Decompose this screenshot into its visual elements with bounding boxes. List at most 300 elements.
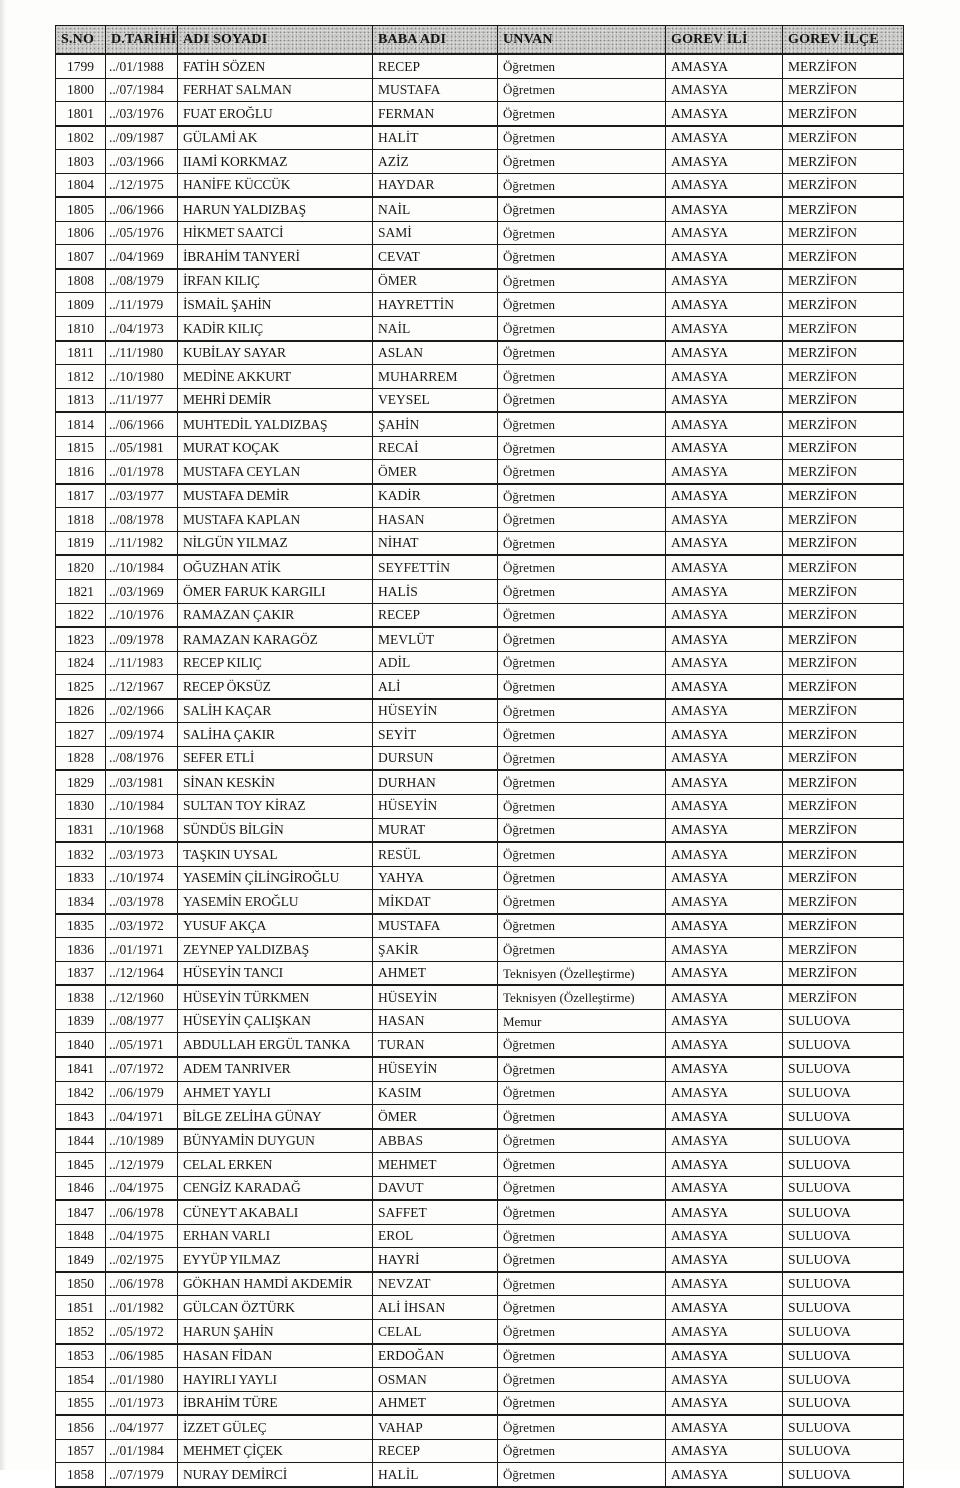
table-row [56, 245, 904, 269]
table-row [56, 269, 904, 293]
cell-adi-soyadi: NURAY DEMİRCİ [178, 1463, 373, 1487]
table-row [56, 1415, 904, 1439]
cell-gorev-ili: AMASYA [666, 1009, 783, 1033]
cell-gorev-ilce: SULUOVA [783, 1248, 904, 1272]
cell-adi-soyadi: MUSTAFA KAPLAN [178, 508, 373, 532]
cell-adi-soyadi: ABDULLAH ERGÜL TANKA [178, 1033, 373, 1057]
column-header-baba-adi: BABA ADI [373, 26, 498, 55]
cell-gorev-ili: AMASYA [666, 675, 783, 699]
cell-dtarihi: ../03/1977 [106, 484, 178, 508]
cell-gorev-ilce: SULUOVA [783, 1176, 904, 1200]
cell-sno: 1824 [56, 651, 106, 675]
cell-gorev-ilce: SULUOVA [783, 1415, 904, 1439]
cell-unvan: Öğretmen [498, 1344, 666, 1368]
cell-dtarihi: ../05/1971 [106, 1033, 178, 1057]
cell-gorev-ilce: MERZİFON [783, 54, 904, 78]
cell-baba-adi: MEHMET [373, 1153, 498, 1177]
cell-gorev-ili: AMASYA [666, 1105, 783, 1129]
table-row [56, 221, 904, 245]
cell-dtarihi: ../03/1966 [106, 150, 178, 174]
cell-adi-soyadi: SİNAN KESKİN [178, 770, 373, 794]
cell-unvan: Öğretmen [498, 484, 666, 508]
cell-baba-adi: RECEP [373, 54, 498, 78]
cell-gorev-ili: AMASYA [666, 1391, 783, 1415]
cell-gorev-ilce: MERZİFON [783, 794, 904, 818]
cell-sno: 1805 [56, 197, 106, 221]
cell-unvan: Öğretmen [498, 1439, 666, 1463]
cell-gorev-ili: AMASYA [666, 221, 783, 245]
cell-sno: 1853 [56, 1344, 106, 1368]
cell-unvan: Öğretmen [498, 221, 666, 245]
cell-sno: 1852 [56, 1319, 106, 1343]
cell-gorev-ilce: MERZİFON [783, 985, 904, 1009]
column-header-unvan: UNVAN [498, 26, 666, 55]
cell-baba-adi: ÖMER [373, 460, 498, 484]
cell-baba-adi: AZİZ [373, 150, 498, 174]
cell-gorev-ili: AMASYA [666, 1368, 783, 1392]
cell-dtarihi: ../04/1977 [106, 1415, 178, 1439]
cell-unvan: Öğretmen [498, 1368, 666, 1392]
cell-gorev-ili: AMASYA [666, 341, 783, 365]
cell-adi-soyadi: HÜSEYİN ÇALIŞKAN [178, 1009, 373, 1033]
cell-dtarihi: ../01/1980 [106, 1368, 178, 1392]
cell-gorev-ilce: MERZİFON [783, 627, 904, 651]
cell-unvan: Öğretmen [498, 699, 666, 723]
cell-adi-soyadi: İBRAHİM TANYERİ [178, 245, 373, 269]
cell-adi-soyadi: KUBİLAY SAYAR [178, 341, 373, 365]
column-header-sno: S.NO [56, 26, 106, 55]
cell-unvan: Öğretmen [498, 1272, 666, 1296]
cell-gorev-ili: AMASYA [666, 388, 783, 412]
cell-adi-soyadi: TAŞKIN UYSAL [178, 842, 373, 866]
cell-unvan: Öğretmen [498, 317, 666, 341]
cell-baba-adi: HAYRİ [373, 1248, 498, 1272]
cell-adi-soyadi: BİLGE ZELİHA GÜNAY [178, 1105, 373, 1129]
cell-unvan: Öğretmen [498, 1033, 666, 1057]
cell-unvan: Öğretmen [498, 293, 666, 317]
cell-unvan: Öğretmen [498, 770, 666, 794]
cell-unvan: Öğretmen [498, 1391, 666, 1415]
cell-baba-adi: MUSTAFA [373, 914, 498, 938]
cell-sno: 1833 [56, 866, 106, 890]
cell-dtarihi: ../10/1989 [106, 1129, 178, 1153]
cell-gorev-ilce: MERZİFON [783, 245, 904, 269]
cell-sno: 1828 [56, 746, 106, 770]
cell-baba-adi: HÜSEYİN [373, 985, 498, 1009]
cell-gorev-ili: AMASYA [666, 866, 783, 890]
cell-gorev-ili: AMASYA [666, 938, 783, 962]
cell-unvan: Öğretmen [498, 341, 666, 365]
cell-dtarihi: ../01/1984 [106, 1439, 178, 1463]
cell-unvan: Öğretmen [498, 1153, 666, 1177]
cell-adi-soyadi: GÜLAMİ AK [178, 126, 373, 150]
table-row [56, 150, 904, 174]
cell-unvan: Öğretmen [498, 531, 666, 555]
cell-dtarihi: ../07/1972 [106, 1057, 178, 1081]
cell-unvan: Öğretmen [498, 723, 666, 747]
cell-gorev-ili: AMASYA [666, 603, 783, 627]
cell-sno: 1830 [56, 794, 106, 818]
table-row [56, 580, 904, 604]
cell-gorev-ili: AMASYA [666, 914, 783, 938]
cell-gorev-ili: AMASYA [666, 818, 783, 842]
cell-gorev-ili: AMASYA [666, 580, 783, 604]
table-row [56, 341, 904, 365]
cell-adi-soyadi: OĞUZHAN ATİK [178, 555, 373, 579]
cell-gorev-ilce: SULUOVA [783, 1009, 904, 1033]
cell-gorev-ilce: MERZİFON [783, 555, 904, 579]
cell-baba-adi: NEVZAT [373, 1272, 498, 1296]
cell-unvan: Memur [498, 1009, 666, 1033]
cell-sno: 1842 [56, 1081, 106, 1105]
cell-unvan: Öğretmen [498, 173, 666, 197]
cell-baba-adi: CEVAT [373, 245, 498, 269]
cell-dtarihi: ../01/1978 [106, 460, 178, 484]
cell-unvan: Öğretmen [498, 555, 666, 579]
cell-unvan: Öğretmen [498, 1129, 666, 1153]
cell-gorev-ilce: MERZİFON [783, 914, 904, 938]
table-row [56, 1224, 904, 1248]
table-row [56, 985, 904, 1009]
cell-adi-soyadi: MUHTEDİL YALDIZBAŞ [178, 412, 373, 436]
cell-adi-soyadi: MURAT KOÇAK [178, 436, 373, 460]
cell-sno: 1857 [56, 1439, 106, 1463]
cell-sno: 1826 [56, 699, 106, 723]
table-row [56, 555, 904, 579]
table-row [56, 675, 904, 699]
column-header-adi-soyadi: ADI SOYADI [178, 26, 373, 55]
cell-gorev-ilce: MERZİFON [783, 460, 904, 484]
cell-sno: 1831 [56, 818, 106, 842]
table-row [56, 1176, 904, 1200]
cell-dtarihi: ../11/1982 [106, 531, 178, 555]
cell-adi-soyadi: MUSTAFA CEYLAN [178, 460, 373, 484]
table-row [56, 197, 904, 221]
cell-gorev-ili: AMASYA [666, 1272, 783, 1296]
cell-baba-adi: SAMİ [373, 221, 498, 245]
cell-baba-adi: HASAN [373, 508, 498, 532]
cell-adi-soyadi: GÖKHAN HAMDİ AKDEMİR [178, 1272, 373, 1296]
cell-unvan: Öğretmen [498, 102, 666, 126]
cell-dtarihi: ../05/1976 [106, 221, 178, 245]
cell-sno: 1801 [56, 102, 106, 126]
cell-gorev-ili: AMASYA [666, 102, 783, 126]
table-row [56, 961, 904, 985]
table-row [56, 1391, 904, 1415]
cell-adi-soyadi: RAMAZAN ÇAKIR [178, 603, 373, 627]
cell-gorev-ilce: SULUOVA [783, 1105, 904, 1129]
cell-baba-adi: AHMET [373, 961, 498, 985]
cell-dtarihi: ../10/1976 [106, 603, 178, 627]
cell-baba-adi: MUHARREM [373, 365, 498, 389]
cell-adi-soyadi: YASEMİN EROĞLU [178, 890, 373, 914]
cell-gorev-ilce: MERZİFON [783, 317, 904, 341]
cell-baba-adi: HALİL [373, 1463, 498, 1487]
cell-gorev-ilce: SULUOVA [783, 1153, 904, 1177]
table-body [56, 54, 904, 1487]
cell-gorev-ilce: MERZİFON [783, 388, 904, 412]
cell-sno: 1804 [56, 173, 106, 197]
cell-baba-adi: MİKDAT [373, 890, 498, 914]
cell-gorev-ilce: MERZİFON [783, 531, 904, 555]
cell-baba-adi: SEYİT [373, 723, 498, 747]
cell-adi-soyadi: RECEP ÖKSÜZ [178, 675, 373, 699]
cell-unvan: Öğretmen [498, 412, 666, 436]
table-row [56, 1439, 904, 1463]
cell-sno: 1846 [56, 1176, 106, 1200]
cell-gorev-ili: AMASYA [666, 54, 783, 78]
cell-gorev-ili: AMASYA [666, 890, 783, 914]
cell-gorev-ili: AMASYA [666, 126, 783, 150]
cell-sno: 1847 [56, 1200, 106, 1224]
cell-unvan: Öğretmen [498, 126, 666, 150]
header-row [56, 26, 904, 55]
table-row [56, 603, 904, 627]
cell-gorev-ilce: MERZİFON [783, 197, 904, 221]
cell-sno: 1818 [56, 508, 106, 532]
cell-adi-soyadi: İZZET GÜLEÇ [178, 1415, 373, 1439]
cell-baba-adi: NAİL [373, 197, 498, 221]
cell-baba-adi: DAVUT [373, 1176, 498, 1200]
table-row [56, 1296, 904, 1320]
cell-sno: 1813 [56, 388, 106, 412]
table-row [56, 794, 904, 818]
cell-gorev-ili: AMASYA [666, 985, 783, 1009]
cell-dtarihi: ../09/1978 [106, 627, 178, 651]
cell-gorev-ili: AMASYA [666, 699, 783, 723]
cell-baba-adi: MEVLÜT [373, 627, 498, 651]
cell-unvan: Öğretmen [498, 842, 666, 866]
cell-adi-soyadi: MEHRİ DEMİR [178, 388, 373, 412]
cell-gorev-ilce: SULUOVA [783, 1344, 904, 1368]
cell-adi-soyadi: EYYÜP YILMAZ [178, 1248, 373, 1272]
cell-gorev-ili: AMASYA [666, 746, 783, 770]
cell-dtarihi: ../09/1987 [106, 126, 178, 150]
cell-dtarihi: ../07/1979 [106, 1463, 178, 1487]
cell-gorev-ilce: MERZİFON [783, 866, 904, 890]
table-row [56, 914, 904, 938]
cell-gorev-ilce: MERZİFON [783, 436, 904, 460]
table-row [56, 842, 904, 866]
cell-unvan: Öğretmen [498, 54, 666, 78]
cell-gorev-ilce: MERZİFON [783, 221, 904, 245]
cell-dtarihi: ../06/1978 [106, 1272, 178, 1296]
cell-unvan: Öğretmen [498, 197, 666, 221]
cell-dtarihi: ../04/1975 [106, 1176, 178, 1200]
cell-adi-soyadi: YASEMİN ÇİLİNGİROĞLU [178, 866, 373, 890]
cell-gorev-ili: AMASYA [666, 508, 783, 532]
cell-gorev-ili: AMASYA [666, 1439, 783, 1463]
table-row [56, 508, 904, 532]
table-row [56, 1368, 904, 1392]
cell-sno: 1827 [56, 723, 106, 747]
cell-sno: 1820 [56, 555, 106, 579]
cell-adi-soyadi: RECEP KILIÇ [178, 651, 373, 675]
cell-gorev-ili: AMASYA [666, 1129, 783, 1153]
cell-sno: 1845 [56, 1153, 106, 1177]
cell-gorev-ili: AMASYA [666, 627, 783, 651]
cell-dtarihi: ../06/1985 [106, 1344, 178, 1368]
cell-sno: 1838 [56, 985, 106, 1009]
table-row [56, 1272, 904, 1296]
cell-gorev-ili: AMASYA [666, 484, 783, 508]
cell-gorev-ili: AMASYA [666, 1081, 783, 1105]
cell-baba-adi: HÜSEYİN [373, 699, 498, 723]
cell-unvan: Öğretmen [498, 603, 666, 627]
cell-adi-soyadi: CENGİZ KARADAĞ [178, 1176, 373, 1200]
cell-dtarihi: ../08/1979 [106, 269, 178, 293]
cell-dtarihi: ../12/1964 [106, 961, 178, 985]
cell-unvan: Öğretmen [498, 1415, 666, 1439]
cell-gorev-ili: AMASYA [666, 1344, 783, 1368]
table-row [56, 365, 904, 389]
cell-dtarihi: ../11/1983 [106, 651, 178, 675]
cell-gorev-ili: AMASYA [666, 794, 783, 818]
cell-baba-adi: HAYRETTİN [373, 293, 498, 317]
cell-gorev-ilce: MERZİFON [783, 770, 904, 794]
cell-dtarihi: ../06/1979 [106, 1081, 178, 1105]
cell-gorev-ili: AMASYA [666, 1200, 783, 1224]
cell-unvan: Öğretmen [498, 1224, 666, 1248]
cell-sno: 1825 [56, 675, 106, 699]
cell-baba-adi: SAFFET [373, 1200, 498, 1224]
cell-dtarihi: ../08/1978 [106, 508, 178, 532]
cell-adi-soyadi: YUSUF AKÇA [178, 914, 373, 938]
cell-gorev-ilce: MERZİFON [783, 484, 904, 508]
table-row [56, 54, 904, 78]
cell-gorev-ili: AMASYA [666, 961, 783, 985]
cell-gorev-ilce: MERZİFON [783, 746, 904, 770]
cell-gorev-ili: AMASYA [666, 293, 783, 317]
cell-adi-soyadi: IIAMİ KORKMAZ [178, 150, 373, 174]
cell-gorev-ilce: SULUOVA [783, 1057, 904, 1081]
cell-gorev-ili: AMASYA [666, 460, 783, 484]
cell-adi-soyadi: ERHAN VARLI [178, 1224, 373, 1248]
cell-gorev-ili: AMASYA [666, 197, 783, 221]
cell-adi-soyadi: FUAT EROĞLU [178, 102, 373, 126]
cell-gorev-ilce: MERZİFON [783, 890, 904, 914]
cell-sno: 1815 [56, 436, 106, 460]
cell-dtarihi: ../06/1966 [106, 412, 178, 436]
cell-adi-soyadi: İSMAİL ŞAHİN [178, 293, 373, 317]
cell-baba-adi: AHMET [373, 1391, 498, 1415]
cell-adi-soyadi: SULTAN TOY KİRAZ [178, 794, 373, 818]
cell-sno: 1858 [56, 1463, 106, 1487]
cell-dtarihi: ../03/1972 [106, 914, 178, 938]
cell-baba-adi: HALİT [373, 126, 498, 150]
cell-adi-soyadi: ÖMER FARUK KARGILI [178, 580, 373, 604]
cell-sno: 1855 [56, 1391, 106, 1415]
cell-dtarihi: ../08/1977 [106, 1009, 178, 1033]
cell-gorev-ili: AMASYA [666, 269, 783, 293]
table-row [56, 746, 904, 770]
cell-baba-adi: DURHAN [373, 770, 498, 794]
cell-gorev-ili: AMASYA [666, 555, 783, 579]
cell-baba-adi: MURAT [373, 818, 498, 842]
cell-unvan: Öğretmen [498, 1248, 666, 1272]
cell-dtarihi: ../09/1974 [106, 723, 178, 747]
cell-gorev-ilce: SULUOVA [783, 1296, 904, 1320]
cell-unvan: Öğretmen [498, 914, 666, 938]
cell-dtarihi: ../11/1977 [106, 388, 178, 412]
cell-gorev-ilce: MERZİFON [783, 938, 904, 962]
cell-dtarihi: ../11/1980 [106, 341, 178, 365]
cell-adi-soyadi: CELAL ERKEN [178, 1153, 373, 1177]
cell-unvan: Öğretmen [498, 388, 666, 412]
cell-gorev-ili: AMASYA [666, 531, 783, 555]
cell-gorev-ilce: SULUOVA [783, 1272, 904, 1296]
cell-gorev-ilce: MERZİFON [783, 508, 904, 532]
cell-adi-soyadi: GÜLCAN ÖZTÜRK [178, 1296, 373, 1320]
cell-sno: 1802 [56, 126, 106, 150]
cell-sno: 1799 [56, 54, 106, 78]
cell-dtarihi: ../02/1966 [106, 699, 178, 723]
cell-sno: 1814 [56, 412, 106, 436]
cell-gorev-ili: AMASYA [666, 1224, 783, 1248]
cell-gorev-ilce: MERZİFON [783, 651, 904, 675]
cell-gorev-ilce: MERZİFON [783, 818, 904, 842]
cell-sno: 1817 [56, 484, 106, 508]
table-row [56, 1105, 904, 1129]
cell-sno: 1850 [56, 1272, 106, 1296]
cell-baba-adi: HÜSEYİN [373, 1057, 498, 1081]
cell-gorev-ilce: SULUOVA [783, 1439, 904, 1463]
cell-baba-adi: ŞAKİR [373, 938, 498, 962]
cell-dtarihi: ../08/1976 [106, 746, 178, 770]
cell-gorev-ili: AMASYA [666, 1033, 783, 1057]
cell-adi-soyadi: HASAN FİDAN [178, 1344, 373, 1368]
table-row [56, 126, 904, 150]
cell-sno: 1844 [56, 1129, 106, 1153]
cell-baba-adi: SEYFETTİN [373, 555, 498, 579]
cell-sno: 1835 [56, 914, 106, 938]
cell-gorev-ili: AMASYA [666, 1057, 783, 1081]
table-row [56, 723, 904, 747]
cell-sno: 1808 [56, 269, 106, 293]
cell-dtarihi: ../01/1988 [106, 54, 178, 78]
cell-unvan: Öğretmen [498, 794, 666, 818]
cell-dtarihi: ../04/1971 [106, 1105, 178, 1129]
column-header-gorev-ili: GOREV İLİ [666, 26, 783, 55]
table-row [56, 460, 904, 484]
cell-dtarihi: ../02/1975 [106, 1248, 178, 1272]
cell-sno: 1837 [56, 961, 106, 985]
cell-baba-adi: RECAİ [373, 436, 498, 460]
cell-unvan: Öğretmen [498, 1176, 666, 1200]
cell-dtarihi: ../03/1976 [106, 102, 178, 126]
cell-adi-soyadi: FATİH SÖZEN [178, 54, 373, 78]
cell-dtarihi: ../10/1974 [106, 866, 178, 890]
cell-gorev-ili: AMASYA [666, 1319, 783, 1343]
cell-gorev-ilce: SULUOVA [783, 1129, 904, 1153]
cell-unvan: Öğretmen [498, 150, 666, 174]
cell-baba-adi: HALİS [373, 580, 498, 604]
cell-baba-adi: TURAN [373, 1033, 498, 1057]
cell-baba-adi: KADİR [373, 484, 498, 508]
cell-adi-soyadi: HÜSEYİN TANCI [178, 961, 373, 985]
cell-sno: 1849 [56, 1248, 106, 1272]
column-header-gorev-ilce: GOREV İLÇE [783, 26, 904, 55]
table-row [56, 1200, 904, 1224]
cell-dtarihi: ../03/1973 [106, 842, 178, 866]
cell-unvan: Öğretmen [498, 1319, 666, 1343]
cell-unvan: Öğretmen [498, 1081, 666, 1105]
cell-adi-soyadi: İBRAHİM TÜRE [178, 1391, 373, 1415]
cell-sno: 1836 [56, 938, 106, 962]
cell-gorev-ili: AMASYA [666, 78, 783, 102]
cell-gorev-ili: AMASYA [666, 412, 783, 436]
cell-gorev-ili: AMASYA [666, 317, 783, 341]
